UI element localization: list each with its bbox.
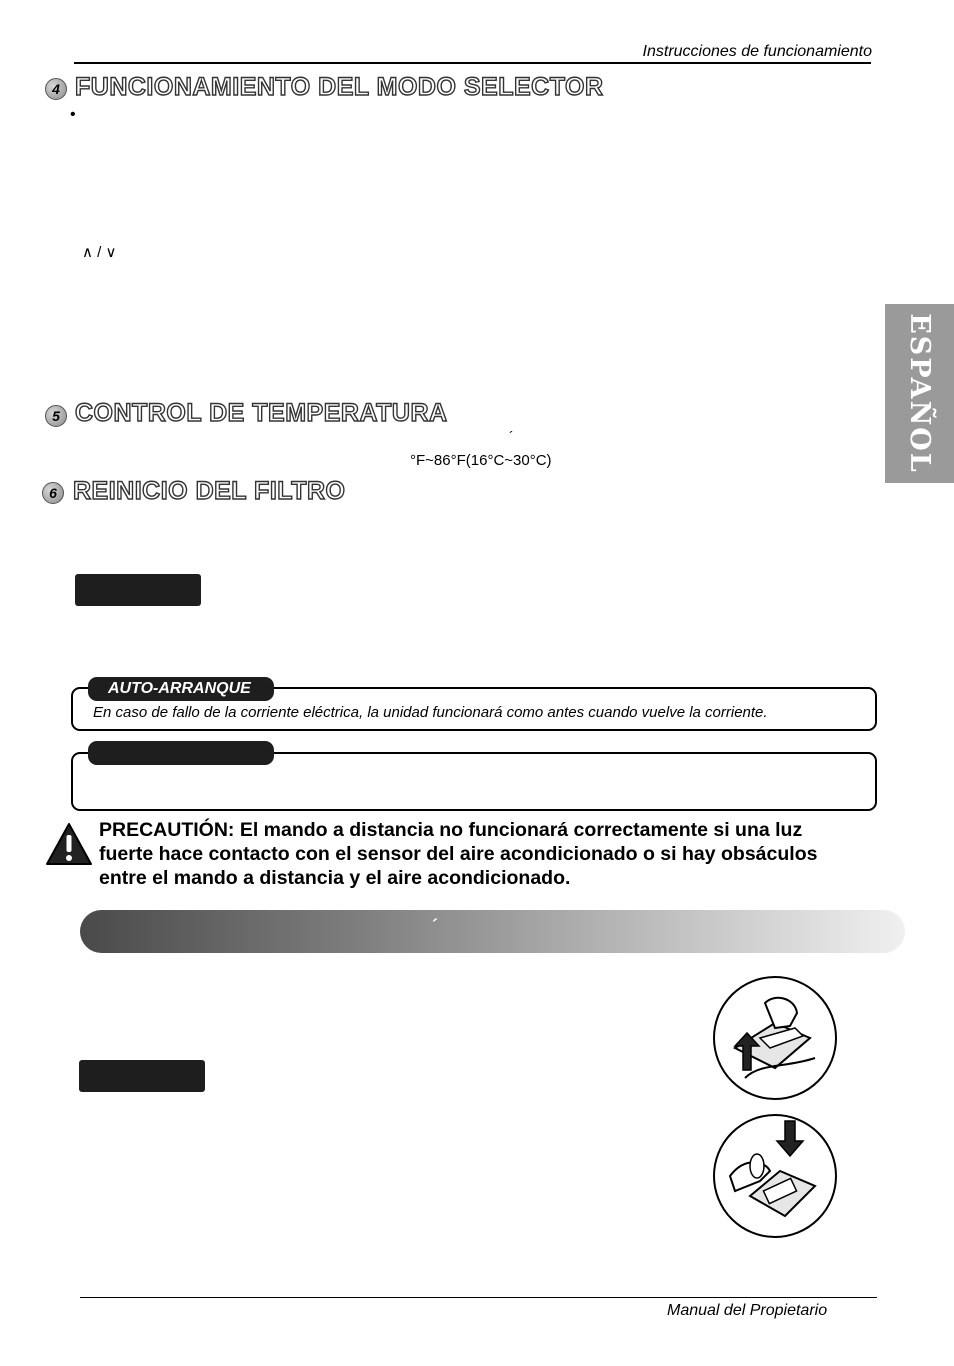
section-4-title: FUNCIONAMIENTO DEL MODO SELECTOR <box>75 73 604 101</box>
header-title: Instrucciones de funcionamiento <box>642 43 872 60</box>
auto-restart-text: En caso de fallo de la corriente eléctrica, la unidad funcionará como antes cuando vuelve la corriente. <box>93 704 768 721</box>
section-4-number: 4 <box>45 78 67 100</box>
section-6-number: 6 <box>42 482 64 504</box>
section-heading-bar <box>80 910 905 953</box>
language-tab-label: ESPAÑOL <box>904 313 935 474</box>
battery-remove-illustration <box>713 976 837 1100</box>
black-label-bar <box>75 574 201 606</box>
language-tab <box>885 304 954 483</box>
footer-title: Manual del Propietario <box>667 1302 828 1319</box>
header-rule <box>74 62 871 64</box>
note-tag <box>88 741 274 765</box>
heading-accent: ´ <box>432 916 438 936</box>
battery-insert-illustration <box>713 1114 837 1238</box>
accent-mark: ´ <box>509 428 514 444</box>
section-5-number: 5 <box>45 405 67 427</box>
up-down-arrows: ∧ / ∨ <box>82 244 117 261</box>
section-6-title: REINICIO DEL FILTRO <box>73 477 346 505</box>
warning-triangle-icon <box>45 822 93 866</box>
bullet: • <box>70 106 76 123</box>
black-label-bar-2 <box>79 1060 205 1092</box>
temperature-range: °F~86°F(16°C~30°C) <box>410 452 552 469</box>
footer-rule <box>80 1297 877 1298</box>
section-5-title: CONTROL DE TEMPERATURA <box>75 399 448 427</box>
auto-restart-tag: AUTO-ARRANQUE <box>88 677 274 701</box>
caution-text: PRECAUTIÓN: El mando a distancia no funcionará correctamente si una luz fuerte hace contacto con el sensor del aire acondicionado o si hay obsáculos entre el mando a distancia y el aire acondicionado. <box>99 819 818 889</box>
